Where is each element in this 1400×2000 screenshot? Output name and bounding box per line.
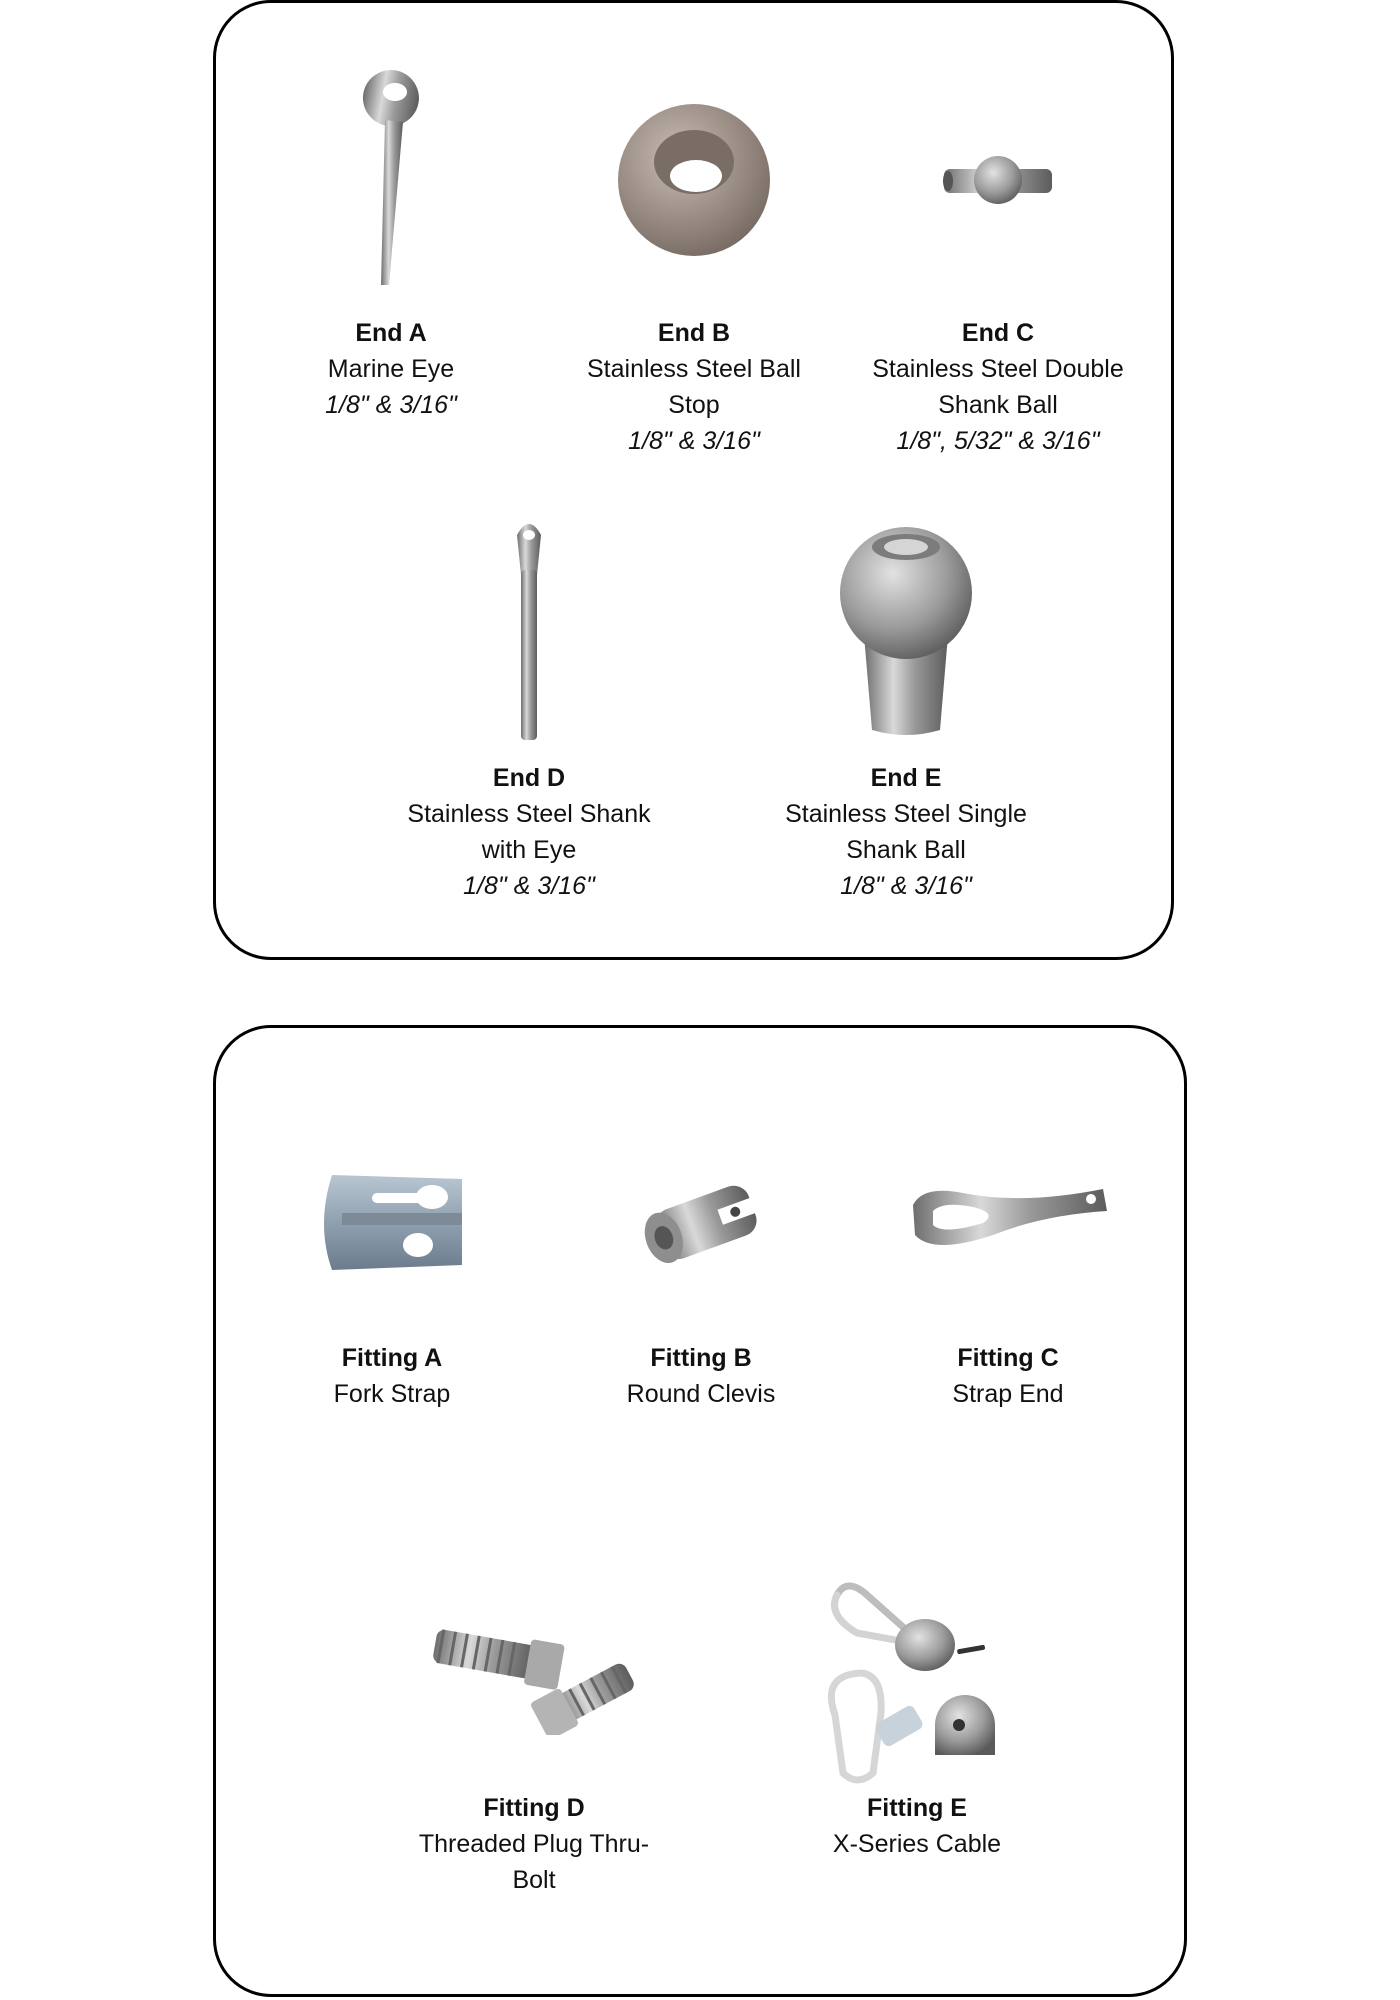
- end-e-desc: Stainless Steel Single Shank Ball: [785, 800, 1027, 864]
- fitting-b-desc: Round Clevis: [626, 1380, 776, 1408]
- strap-end-icon: [858, 1175, 1158, 1255]
- fitting-e-desc: X-Series Cable: [832, 1830, 1002, 1858]
- fitting-e-name: Fitting E: [867, 1794, 967, 1822]
- fitting-c-name: Fitting C: [957, 1344, 1059, 1372]
- fitting-b-name: Fitting B: [650, 1344, 752, 1372]
- round-clevis-icon: [551, 1160, 851, 1275]
- fitting-d-desc: Threaded Plug Thru-Bolt: [418, 1830, 650, 1894]
- end-a-size: 1/8" & 3/16": [325, 391, 457, 419]
- end-c-desc: Stainless Steel Double Shank Ball: [872, 355, 1124, 419]
- thru-bolt-icon: [384, 1615, 684, 1735]
- end-d-name: End D: [492, 764, 566, 792]
- end-b-desc: Stainless Steel Ball Stop: [586, 355, 801, 419]
- fitting-d-name: Fitting D: [483, 1794, 585, 1822]
- end-d-desc: Stainless Steel Shank with Eye: [407, 800, 651, 864]
- end-b-size: 1/8" & 3/16": [628, 427, 760, 455]
- end-a-name: End A: [355, 319, 427, 347]
- double-shank-ball-icon: [848, 145, 1148, 215]
- end-e-size: 1/8" & 3/16": [840, 872, 972, 900]
- marine-eye-icon: [241, 60, 541, 295]
- end-c-name: End C: [961, 319, 1035, 347]
- fitting-c-desc: Strap End: [952, 1380, 1064, 1408]
- end-b-name: End B: [657, 319, 731, 347]
- end-d-size: 1/8" & 3/16": [463, 872, 595, 900]
- end-a-desc: Marine Eye: [327, 355, 455, 383]
- fork-strap-icon: [242, 1165, 542, 1280]
- end-e-name: End E: [870, 764, 942, 792]
- end-c-size: 1/8", 5/32" & 3/16": [896, 427, 1100, 455]
- single-shank-ball-icon: [756, 525, 1056, 740]
- fitting-a-name: Fitting A: [341, 1344, 443, 1372]
- fitting-a-desc: Fork Strap: [333, 1380, 451, 1408]
- x-series-cable-icon: [767, 1575, 1067, 1790]
- shank-eye-icon: [379, 515, 679, 745]
- ball-stop-icon: [544, 100, 844, 260]
